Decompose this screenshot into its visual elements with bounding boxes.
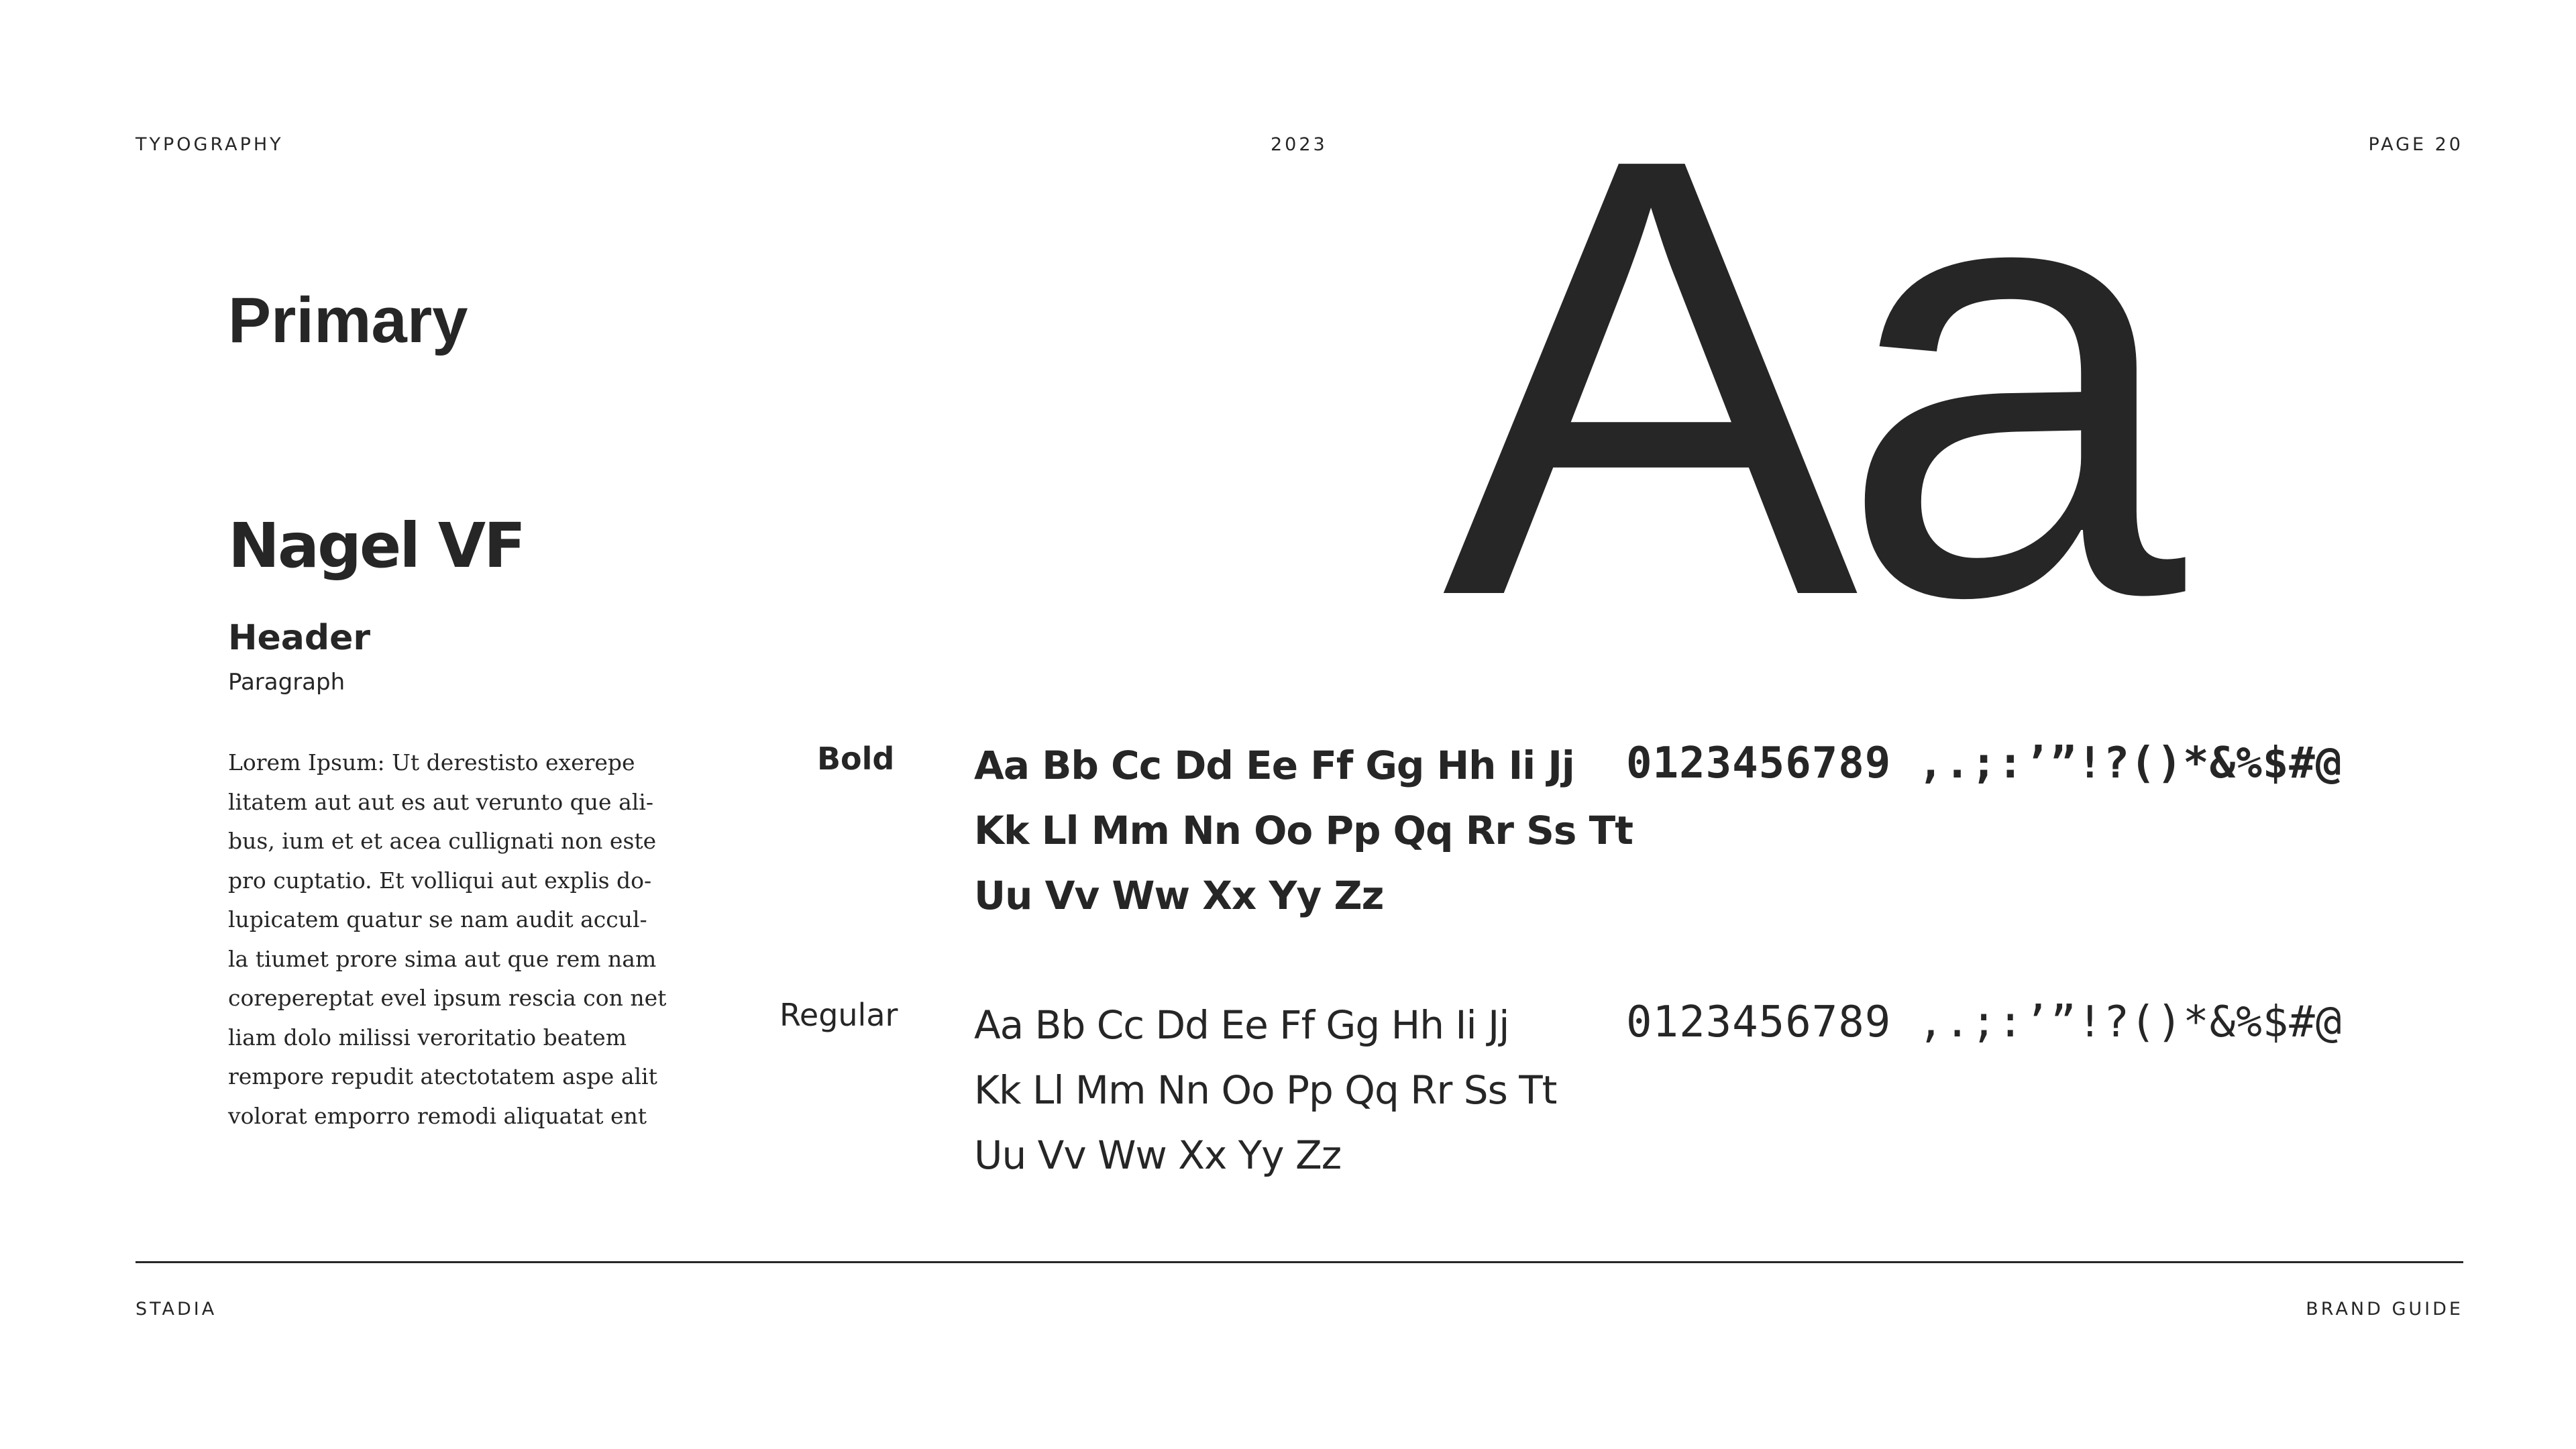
year-label: 2023	[1271, 134, 1328, 155]
weight-label-bold: Bold	[817, 741, 895, 777]
section-label: TYPOGRAPHY	[136, 134, 284, 155]
digits-bold: 0123456789 ,.;:’”!?()*&%$#@	[1626, 739, 2343, 788]
brand-label: STADIA	[136, 1299, 217, 1320]
lorem-line: lupicatem quatur se nam audit accul-	[228, 906, 647, 932]
category-title: Primary	[228, 284, 468, 356]
lorem-line: la tiumet prore sima aut que rem nam	[228, 945, 657, 972]
lorem-line: litatem aut aut es aut verunto que ali-	[228, 788, 654, 815]
lorem-paragraph	[228, 743, 724, 1136]
alphabet-line: Uu Vv Ww Xx Yy Zz	[974, 1132, 1342, 1178]
alphabet-bold	[974, 733, 1633, 928]
page-number: PAGE 20	[2368, 134, 2463, 155]
lorem-line: bus, ium et et acea cullignati non este	[228, 828, 657, 854]
alphabet-line: Kk Ll Mm Nn Oo Pp Qq Rr Ss Tt	[974, 1067, 1557, 1113]
footer-divider	[136, 1261, 2463, 1263]
font-name: Nagel VF	[228, 510, 524, 582]
alphabet-line: Aa Bb Cc Dd Ee Ff Gg Hh Ii Jj	[974, 1002, 1509, 1048]
lorem-line: pro cuptatio. Et volliqui aut explis do-	[228, 867, 652, 894]
alphabet-line: Kk Ll Mm Nn Oo Pp Qq Rr Ss Tt	[974, 808, 1633, 853]
alphabet-line: Aa Bb Cc Dd Ee Ff Gg Hh Ii Jj	[974, 743, 1574, 788]
alphabet-regular	[974, 993, 1556, 1188]
lorem-line: Lorem Ipsum: Ut derestisto exerepe	[228, 749, 635, 775]
document-label: BRAND GUIDE	[2306, 1299, 2463, 1320]
lorem-line: corepereptat evel ipsum rescia con net	[228, 985, 667, 1011]
specimen-glyph: Aa	[1442, 29, 2165, 726]
lorem-line: liam dolo milissi veroritatio beatem	[228, 1024, 627, 1051]
lorem-line: volorat emporro remodi aliquatat ent	[228, 1102, 647, 1129]
alphabet-line: Uu Vv Ww Xx Yy Zz	[974, 873, 1384, 918]
weight-label-regular: Regular	[780, 997, 898, 1033]
lorem-line: rempore repudit atectotatem aspe alit	[228, 1063, 657, 1089]
header-sample: Header	[228, 618, 371, 658]
paragraph-sample: Paragraph	[228, 669, 345, 696]
digits-regular: 0123456789 ,.;:’”!?()*&%$#@	[1626, 998, 2343, 1047]
